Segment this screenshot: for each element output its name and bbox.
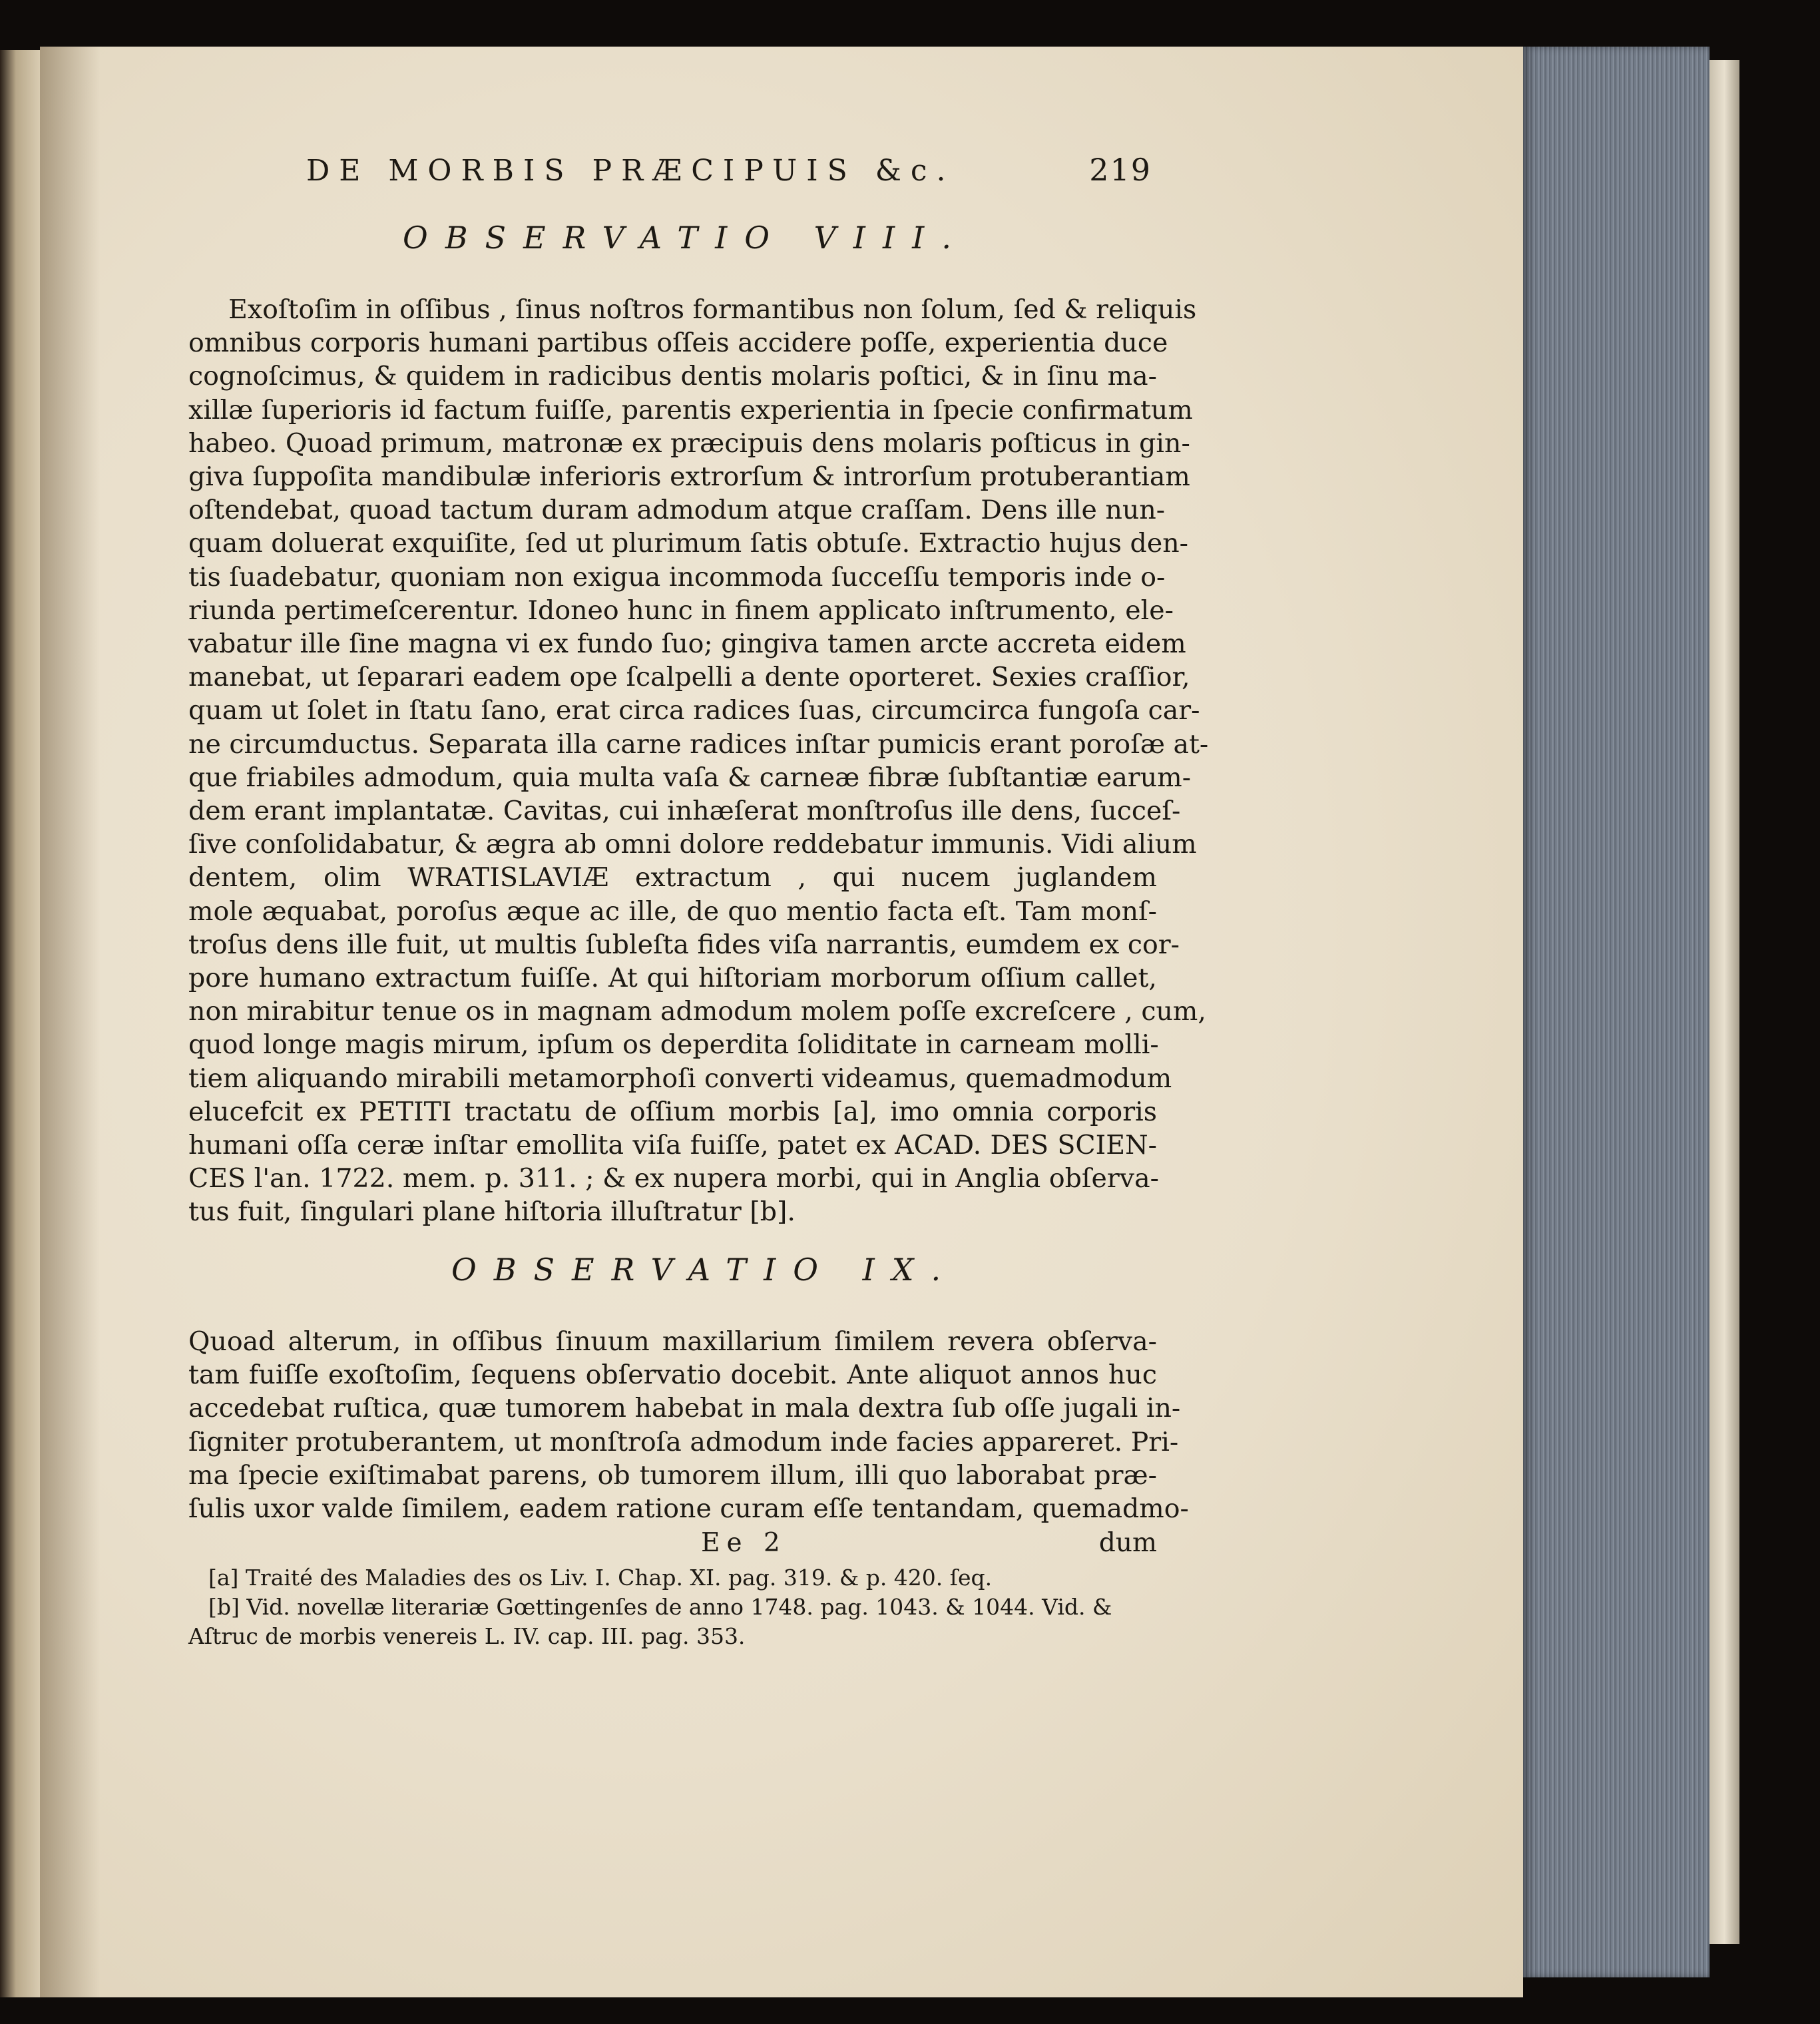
signature-mark: Ee 2 [701, 1528, 787, 1558]
page-block-edge [1523, 47, 1709, 1977]
text-line: ſigniter protuberantem, ut monſtroſa admodum inde facies appareret. Pri- [188, 1426, 1179, 1457]
running-head [306, 152, 1152, 188]
footnote-b-continued: Aſtruc de morbis venereis L. IV. cap. III. pag. 353. [188, 1623, 746, 1649]
text-line: tis ſuadebatur, quoniam non exigua incommoda ſucceſſu temporis inde o- [188, 561, 1166, 593]
catchword: dum [1098, 1528, 1157, 1558]
page-number: 219 [1089, 152, 1152, 188]
text-line: quam doluerat exquiſite, ſed ut plurimum ſatis obtuſe. Extractio hujus den- [188, 528, 1188, 559]
text-line: riunda pertimeſcerentur. Idoneo hunc in finem applicato inſtrumento, ele- [188, 595, 1174, 626]
facing-page-edge [0, 50, 40, 1997]
text-line: habeo. Quoad primum, matronæ ex præcipuis dens molaris poſticus in gin- [188, 427, 1190, 459]
text-line: elucefcit ex PETITI tractatu de oſſium morbis [a], imo omnia corporis [188, 1096, 1157, 1127]
footnote-b: [b] Vid. novellæ literariæ Gœttingenſes de anno 1748. pag. 1043. & 1044. Vid. & [208, 1594, 1112, 1620]
observation-9-body [188, 1325, 1189, 1525]
text-line: mole æquabat, poroſus æque ac ille, de quo mentio facta eſt. Tam monſ- [188, 895, 1157, 927]
text-line: omnibus corporis humani partibus oſſeis accidere poſſe, experientia duce [188, 328, 1168, 359]
text-line: vabatur ille ſine magna vi ex fundo ſuo; gingiva tamen arcte accreta eidem [188, 629, 1186, 660]
text-line: giva ſuppoſita mandibulæ inferioris extrorſum & introrſum protuberantiam [188, 461, 1190, 493]
text-line: ſulis uxor valde ſimilem, eadem ratione curam eſſe tentandam, quemadmo- [188, 1493, 1189, 1525]
footnote-a: [a] Traité des Maladies des os Liv. I. Chap. XI. pag. 319. & p. 420. ſeq. [208, 1565, 993, 1591]
text-line: dem erant implantatæ. Cavitas, cui inhæſerat monſtroſus ille dens, ſucceſ- [188, 796, 1181, 827]
text-line: pore humano extractum fuiſſe. At qui hiſtoriam morborum oſſium callet, [188, 963, 1157, 994]
book-cover-edge [1709, 60, 1739, 1944]
text-line: ne circumductus. Separata illa carne radices inſtar pumicis erant poroſæ at- [188, 728, 1209, 760]
text-line: dentem, olim WRATISLAVIÆ extractum , qui nucem juglandem [188, 862, 1157, 893]
text-line: xillæ ſuperioris id factum fuiſſe, parentis experientia in ſpecie confirmatum [188, 394, 1193, 425]
text-line: ſive conſolidabatur, & ægra ab omni dolore reddebatur immunis. Vidi alium [188, 829, 1197, 860]
text-line: quod longe magis mirum, ipſum os deperdita ſoliditate in carneam molli- [188, 1029, 1159, 1061]
text-line: ma ſpecie exiſtimabat parens, ob tumorem illum, illi quo laborabat præ- [188, 1459, 1157, 1491]
text-line: Exoſtoſim in oſſibus , ſinus noſtros formantibus non ſolum, ſed & reliquis [228, 294, 1197, 325]
text-line: tiem aliquando mirabili metamorphoſi converti videamus, quemadmodum [188, 1063, 1172, 1094]
text-line: humani oſſa ceræ inſtar emollita viſa fuiſſe, patet ex ACAD. DES SCIEN- [188, 1130, 1157, 1161]
observation-8-body [188, 293, 1209, 1229]
text-line: que friabiles admodum, quia multa vaſa & carneæ fibræ ſubſtantiæ earum- [188, 762, 1192, 793]
text-line: quam ut ſolet in ſtatu ſano, erat circa radices ſuas, circumcirca fungoſa car- [188, 695, 1200, 726]
text-line: non mirabitur tenue os in magnam admodum molem poſſe excreſcere , cum, [188, 996, 1206, 1027]
text-line: cognoſcimus, & quidem in radicibus dentis molaris poſtici, & in ſinu ma- [188, 361, 1157, 392]
text-line: oſtendebat, quoad tactum duram admodum atque craſſam. Dens ille nun- [188, 495, 1166, 526]
text-line: manebat, ut ſeparari eadem ope ſcalpelli a dente oporteret. Sexies craſſior, [188, 662, 1190, 693]
footnotes [188, 1563, 1157, 1651]
running-head-title: DE MORBIS PRÆCIPUIS &c. [306, 154, 955, 188]
gutter-shadow [40, 47, 100, 1997]
text-line: troſus dens ille fuit, ut multis ſubleſta fides viſa narrantis, eumdem ex cor- [188, 929, 1180, 960]
text-line: tus fuit, ſingulari plane hiſtoria illuſtratur [b]. [188, 1196, 796, 1228]
text-line: CES l'an. 1722. mem. p. 311. ; & ex nupera morbi, qui in Anglia obſerva- [188, 1163, 1159, 1194]
text-line: tam fuiſſe exoſtoſim, ſequens obſervatio docebit. Ante aliquot annos huc [188, 1360, 1157, 1391]
text-line: accedebat ruſtica, quæ tumorem habebat in mala dextra ſub oſſe jugali in- [188, 1393, 1181, 1424]
text-line: Quoad alterum, in oſſibus ſinuum maxillarium ſimilem revera obſerva- [188, 1326, 1157, 1357]
observation-9-heading: OBSERVATIO IX. [451, 1252, 959, 1288]
observation-8-heading: OBSERVATIO VIII. [403, 220, 969, 256]
